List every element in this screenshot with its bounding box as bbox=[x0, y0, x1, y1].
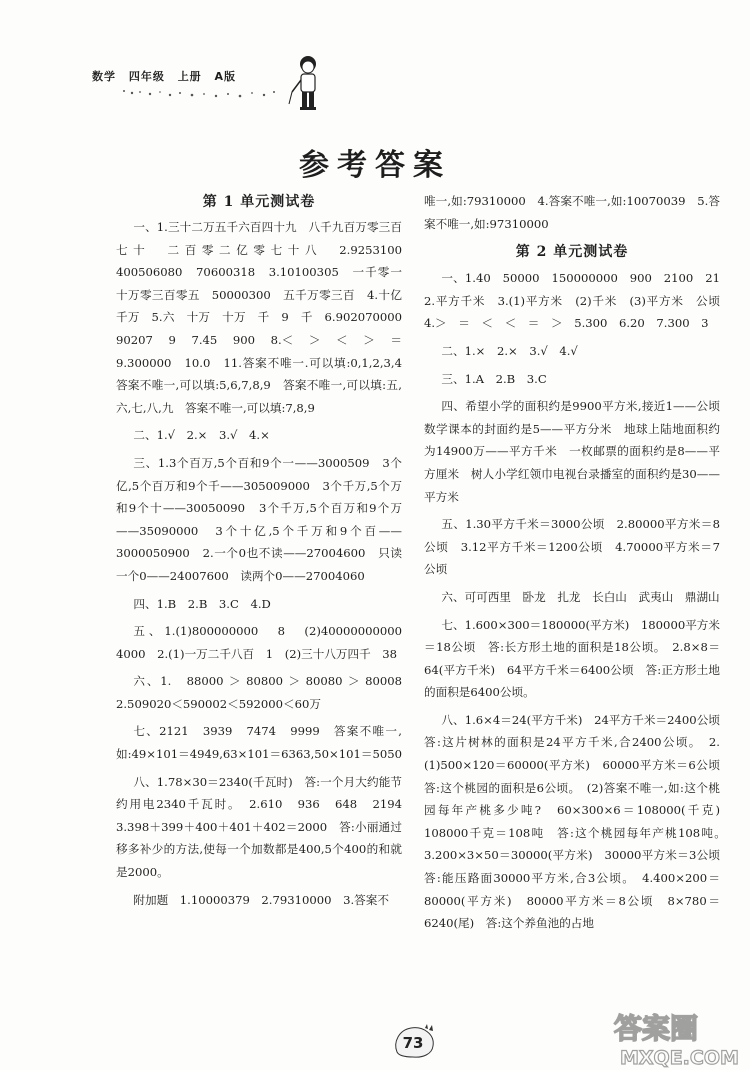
page-number: 73 bbox=[402, 1034, 424, 1052]
decorative-dots-icon bbox=[120, 86, 280, 100]
right-column bbox=[424, 190, 732, 940]
watermark-text: 答案圈 bbox=[614, 1012, 699, 1045]
grade-label: 四年级 bbox=[128, 70, 165, 83]
book-info bbox=[92, 68, 244, 84]
volume-label: 上册 bbox=[177, 70, 202, 83]
edition-label: A版 bbox=[214, 70, 237, 83]
unit-2-section-7: 七、1.600×300＝180000(平方米) 180000平方米＝18公顷 答:长方形土地的面积是18公顷。 2.8×8＝64(平方千米) 64平方千米＝6400公顷 答:正方形土地的面积是6400公顷。 bbox=[424, 617, 720, 700]
page-number-badge bbox=[389, 1022, 439, 1060]
unit-2-section-4: 四、希望小学的面积约是9900平方米,接近1——公顷 数学课本的封面约是5——平方分米 地球上陆地面积约为14900万——平方千米 一枚邮票的面积约是8——平方厘米 树人小学红领巾电视台录播室的面积约是30——平方米 bbox=[424, 399, 732, 504]
unit-1-section-6: 六、1. 88000 ＞ 80800 ＞ 80080 ＞ 80008 2.509020＜590002＜592000＜60万 bbox=[116, 674, 414, 711]
unit-2-section-1: 一、1.40 50000 150000000 900 2100 21 2.平方千米 3.(1)平方米 (2)千米 (3)平方米 公顷 4.＞ ＝ ＜ ＜ ＝ ＞ 5.300 6.20 7.300 3 bbox=[424, 271, 732, 331]
unit-1-section-2: 二、1.√ 2.× 3.√ 4.× bbox=[133, 428, 270, 443]
page-header bbox=[92, 52, 332, 122]
subject-label: 数学 bbox=[92, 70, 116, 83]
unit-1-section-4: 四、1.B 2.B 3.C 4.D bbox=[133, 596, 271, 611]
unit-2-title: 第 2 单元测试卷 bbox=[515, 244, 629, 261]
unit-2-section-3: 三、1.A 2.B 3.C bbox=[441, 371, 547, 386]
unit-1-section-1: 一、1.三十二万五千六百四十九 八千九百万零三百七十 二百零二亿零七十八 2.9253100 400506080 70600318 3.10100305 一千零一十万零三百零五 50000300 五千万零三百 4.十亿 千万 5.六 十万 十万 千 9 千 6.902070000 90207 9 7.45 900 8.＜ ＞ ＜ ＞ ＝ 9.300000 10.0 11.答案不唯一.可以填:0,1,2,3,4 答案不唯一,可以填:5,6,7,8,9 答案不唯一,可以填:五,六,七,八,九 答案不唯一,可以填:7,8,9 bbox=[116, 220, 414, 415]
left-column bbox=[116, 190, 414, 916]
page-title: 参考答案 bbox=[299, 148, 451, 183]
unit-1-section-5: 五、1.(1)800000000 8 (2)40000000000 4000 2.(1)一万二千八百 1 (2)三十八万四千 38 bbox=[116, 624, 414, 661]
unit-1-bonus: 附加题 1.10000379 2.79310000 3.答案不 bbox=[133, 892, 389, 907]
writing-child-icon bbox=[288, 52, 328, 114]
watermark-url: MXQE.COM bbox=[620, 1047, 739, 1069]
unit-1-title: 第 1 单元测试卷 bbox=[202, 194, 316, 210]
unit-1-bonus-continued: 唯一,如:79310000 4.答案不唯一,如:10070039 5.答案不唯一,如:97310000 bbox=[424, 194, 720, 231]
unit-1-section-3: 三、1.3个百万,5个百和9个一——3000509 3个亿,5个百万和9个千——305009000 3个千万,5个万和9个十——30050090 3个千万,5个百万和9个万——35090000 3个十亿,5个千万和9个百——3000050900 2.一个0也不读——27004600 只读一个0——24007600 读两个0——27004060 bbox=[116, 455, 402, 583]
unit-2-section-8: 八、1.6×4＝24(平方千米) 24平方千米＝2400公顷 答:这片树林的面积是24平方千米,合2400公顷。 2.(1)500×120＝60000(平方米) 60000平方米＝6公顷 答:这个桃园的面积是6公顷。 (2)答案不唯一,如:这个桃园每年产桃多少吨? 60×300×6＝108000(千克) 108000千克＝108吨 答:这个桃园每年产桃108吨。 3.200×3×50＝30000(平方米) 30000平方米＝3公顷 答:能压路面30000平方米,合3公顷。 4.400×200＝80000(平方米) 80000平方米＝8公顷 8×780＝6240(尾) 答:这个养鱼池的占地 bbox=[424, 712, 732, 931]
unit-2-section-6: 六、可可西里 卧龙 扎龙 长白山 武夷山 鼎湖山 bbox=[441, 589, 720, 604]
unit-2-section-2: 二、1.× 2.× 3.√ 4.√ bbox=[441, 343, 578, 358]
watermark-logo bbox=[610, 1004, 746, 1070]
unit-1-section-7: 七、2121 3939 7474 9999 答案不唯一,如:49×101＝4949,63×101＝6363,50×101＝5050 bbox=[116, 724, 402, 762]
unit-2-section-5: 五、1.30平方千米＝3000公顷 2.80000平方米＝8公顷 3.12平方千米＝1200公顷 4.70000平方米＝7公顷 bbox=[424, 517, 720, 577]
unit-1-section-8: 八、1.78×30＝2340(千瓦时) 答:一个月大约能节约用电2340千瓦时。 2.610 936 648 2194 3.398＋399＋400＋401＋402＝2000 答:小丽通过移多补少的方法,使每一个加数都是400,5个400的和就是2000。 bbox=[116, 774, 414, 880]
